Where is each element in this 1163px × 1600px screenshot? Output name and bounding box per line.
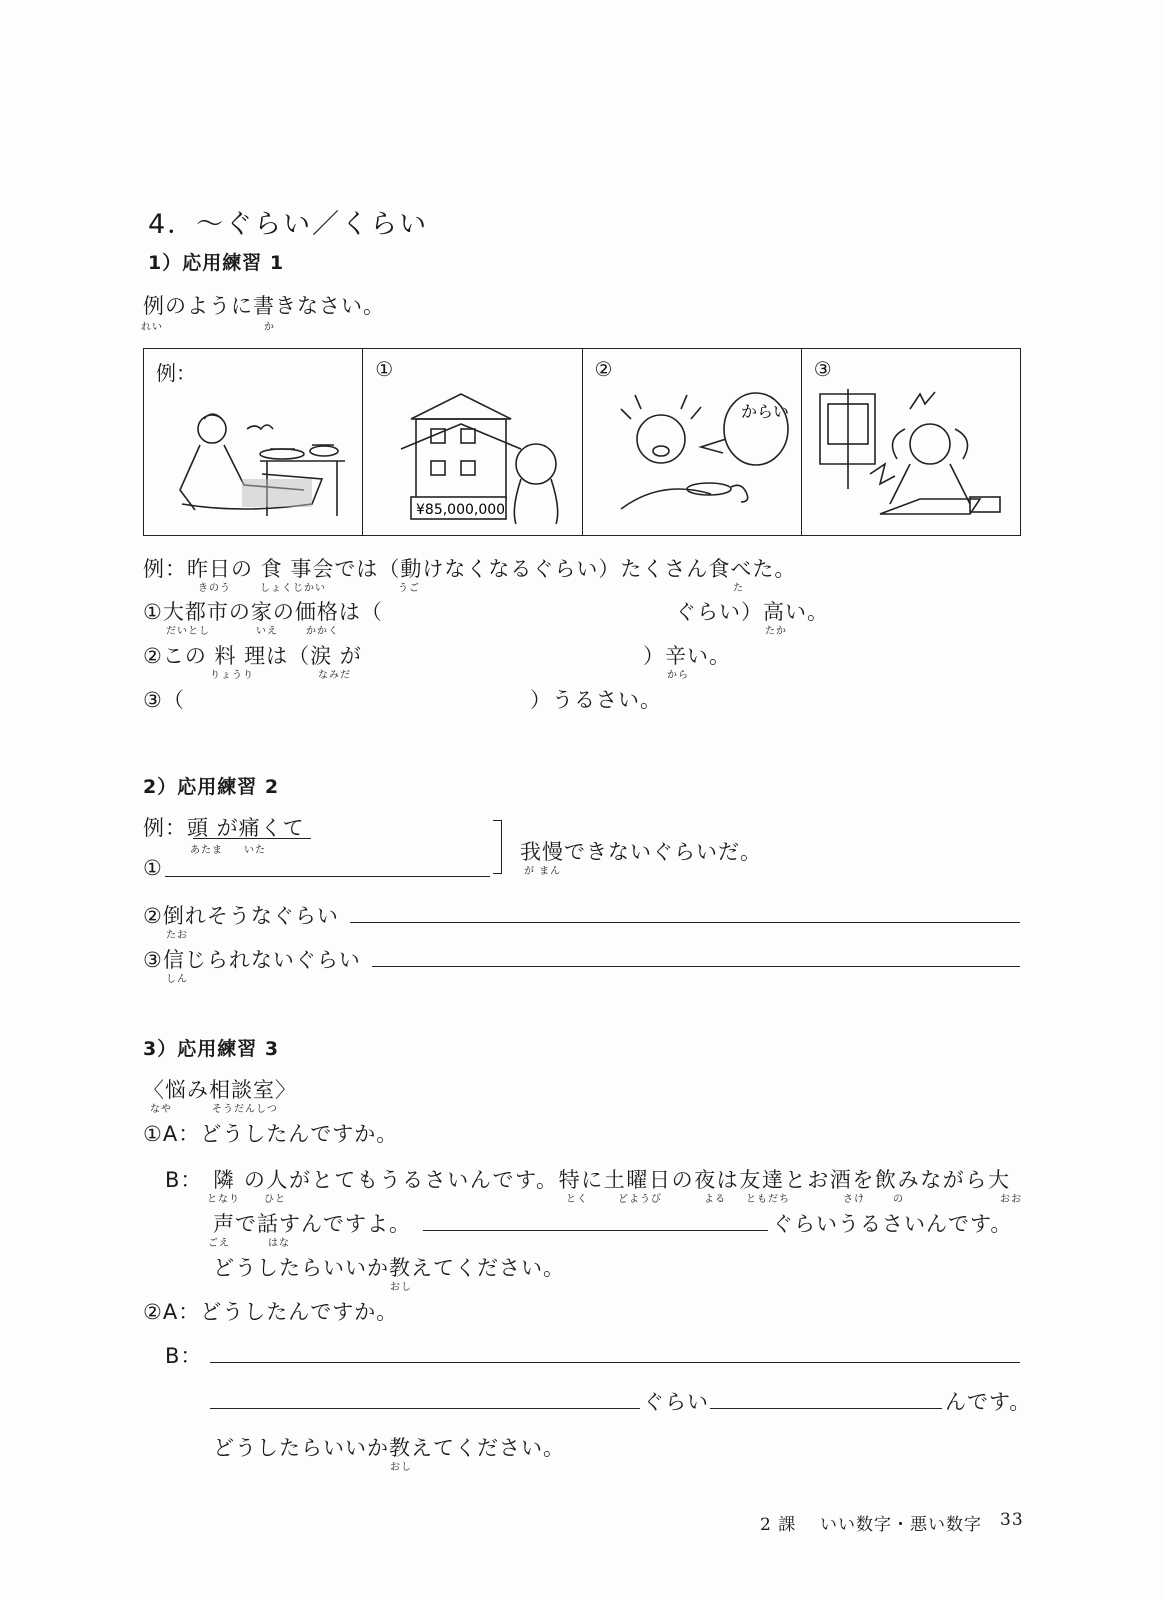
ruby: しん [166,974,188,985]
ruby: おお [1000,1194,1022,1205]
dialogue-1-b-line-3: どうしたらいいか教えてください。 [213,1256,565,1280]
section-title: 4．〜ぐらい／くらい [148,209,429,240]
speech-bubble-text: からい [740,402,789,421]
question-2-1-label: ① [143,856,163,880]
ruby: きのう [198,583,231,594]
dialogue-1-b-line-2-start: 声で話すんですよ。 [213,1212,411,1236]
ruby: ごえ [208,1238,230,1249]
panel-label: 例： [156,361,196,385]
footer-lesson: 2 課 [760,1515,797,1535]
ruby: とく [566,1194,588,1205]
ruby: いえ [256,626,278,637]
panel-3 [802,349,1020,535]
panel-example [144,349,363,535]
panel-label: ② [594,357,613,381]
spicy-food-illustration [591,379,791,529]
ruby: りょうり [210,670,254,681]
answer-line[interactable] [210,1408,640,1409]
question-2-3: ③信じられないぐらい [143,948,361,972]
dialogue-1-a: ①A：どうしたんですか。 [143,1122,399,1146]
exercise-1-heading: 1）応用練習 1 [148,252,285,274]
answer-line[interactable] [372,966,1020,967]
footer-title: いい数字・悪い数字 [820,1515,982,1535]
question-1-start: ①大都市の家の価格は（ [143,600,383,624]
dialogue-2-b-line-3: どうしたらいいか教えてください。 [213,1436,565,1460]
ruby: た [733,583,744,594]
ruby: さけ [843,1194,865,1205]
dialogue-2-b-mid-1: ぐらい [643,1390,709,1414]
ruby: うご [398,583,420,594]
ruby: どようび [618,1194,662,1205]
ruby: から [667,670,689,681]
exercise-2-heading: 2）応用練習 2 [143,776,280,798]
ruby: そうだんしつ [212,1104,278,1115]
dialogue-1-b-line-2-end: ぐらいうるさいんです。 [772,1212,1013,1236]
panel-2 [583,349,802,535]
dialogue-1-b-line-1: 隣 の人がとてもうるさいんです。特に土曜日の夜は友達とお酒を飲みながら大 [213,1168,1011,1192]
shared-ending: 我慢できないぐらいだ。 [520,840,762,864]
ruby: なみだ [318,670,351,681]
ruby: かかく [306,626,339,637]
answer-line[interactable] [210,1362,1020,1363]
ruby: れい [141,322,163,333]
ruby: となり [207,1194,240,1205]
question-2-2: ②倒れそうなぐらい [143,904,339,928]
exercise-1-instruction: 例のように書きなさい。 [143,294,385,318]
full-man-illustration [152,379,352,529]
ruby: たか [765,626,787,637]
answer-line[interactable] [423,1230,768,1231]
question-2-start: ②この 料 理は（涙 が [143,644,362,668]
example-underline [193,838,311,839]
dialogue-title: 〈悩み相談室〉 [143,1078,297,1102]
house-illustration [371,379,571,529]
example-2: 例：頭 が痛くて [143,816,305,840]
ruby: たお [166,930,188,941]
speaker-b-label: B： [165,1168,203,1192]
ruby: おし [390,1462,412,1473]
ruby: か [264,322,275,333]
question-3-end: ）うるさい。 [530,688,662,712]
speaker-b-label: B： [165,1344,203,1368]
ruby: はな [268,1238,290,1249]
dialogue-2-a: ②A：どうしたんですか。 [143,1300,399,1324]
exercise-3-heading: 3）応用練習 3 [143,1038,280,1060]
answer-line[interactable] [165,876,490,877]
question-1-end: ぐらい）高い。 [675,600,829,624]
ruby: しょくじかい [260,583,326,594]
ruby: あたま [190,845,223,856]
ruby: なや [150,1104,172,1115]
question-2-end: ）辛い。 [643,644,731,668]
question-3-start: ③（ [143,688,185,712]
answer-line[interactable] [710,1408,942,1409]
ruby: よる [704,1194,726,1205]
ruby: いた [244,845,266,856]
ruby: ひと [264,1194,286,1205]
bracket [493,820,502,874]
ruby: おし [390,1282,412,1293]
page-number: 33 [1000,1510,1024,1530]
answer-line[interactable] [350,922,1020,923]
price-sign: ¥85,000,000 [416,502,506,518]
panel-1 [363,349,582,535]
ruby: だいとし [166,626,210,637]
picture-panels [143,348,1021,536]
ruby: ともだち [746,1194,790,1205]
dialogue-2-b-mid-2: んです。 [945,1390,1032,1414]
example-sentence: 例：昨日の 食 事会では（動けなくなるぐらい）たくさん食べた。 [143,557,797,581]
ruby: が まん [524,866,562,877]
ruby: の [893,1194,904,1205]
noisy-neighbor-illustration [810,379,1010,529]
panel-label: ③ [813,357,832,381]
panel-label: ① [375,357,394,381]
